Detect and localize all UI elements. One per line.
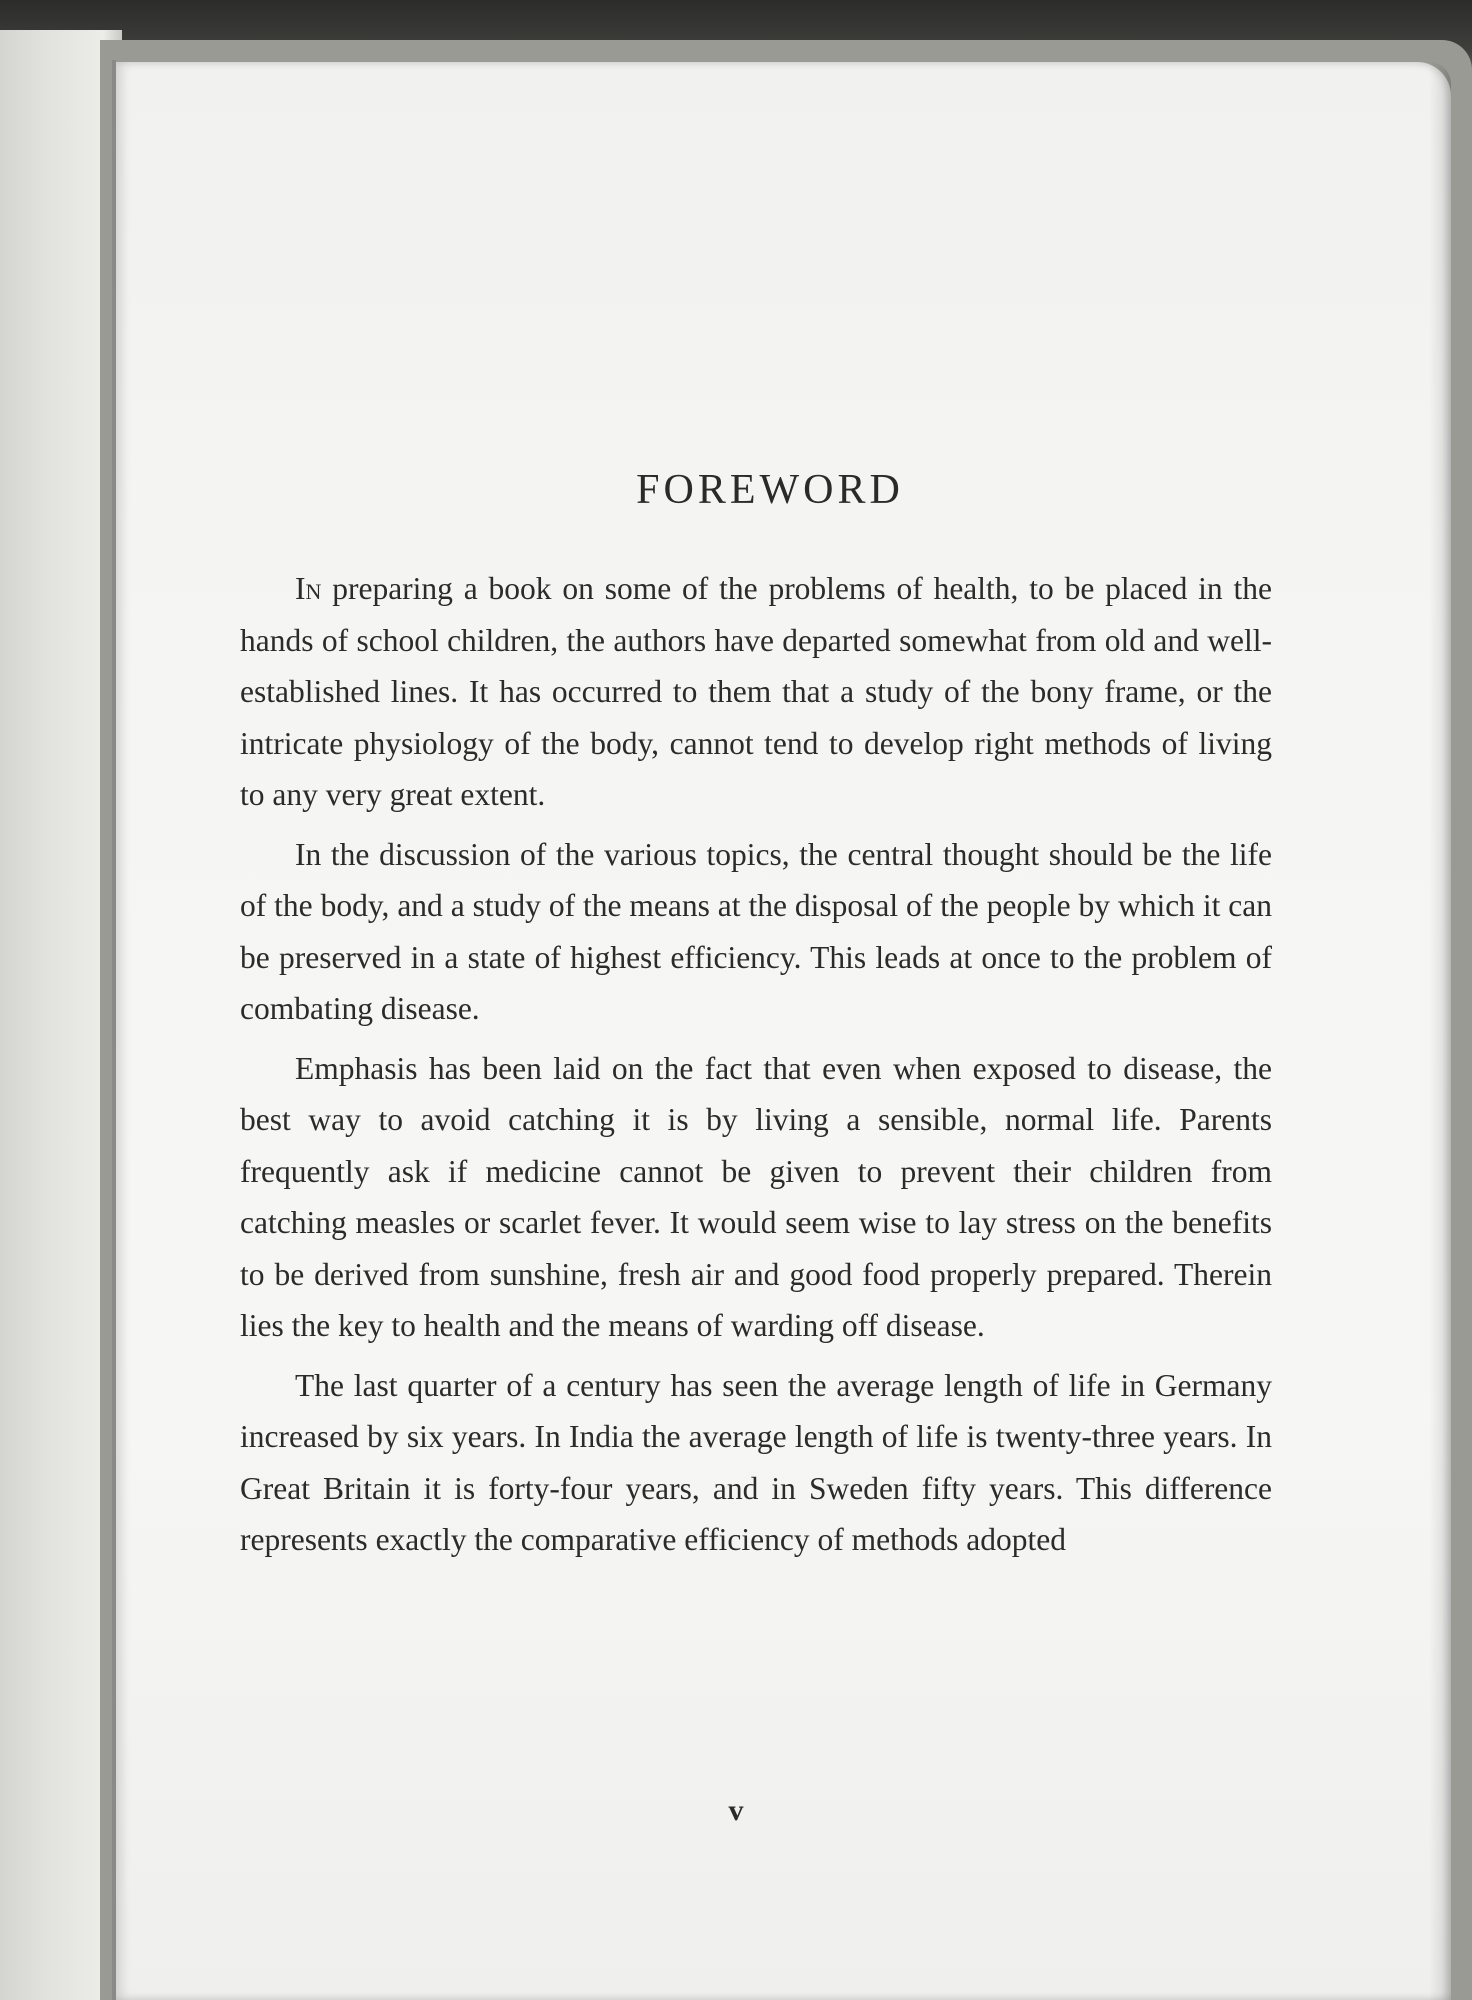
paragraph-text: The last quarter of a century has seen the average length of life in Germany increased by six years. In India the average length of life is twenty-three years. In Great Britain it is forty-four years, and in Sweden fifty years. This difference represents exactly the comparative efficiency of methods adopted — [240, 1367, 1272, 1557]
page-edge-shadow — [1429, 62, 1451, 2000]
paragraph-lead-word: In — [295, 571, 322, 606]
page-number: v — [728, 1794, 744, 1827]
paragraph-4 — [240, 1360, 1272, 1566]
paragraph-text: preparing a book on some of the problems of health, to be placed in the hands of school children, the authors have departed somewhat from old and well-established lines. It has occurred to them that a study of the bony frame, or the intricate physiology of the body, cannot tend to develop right methods of living to any very great extent. — [240, 571, 1272, 812]
paragraph-2 — [240, 829, 1272, 1035]
foreword-body — [240, 563, 1272, 1574]
book-gutter — [112, 60, 116, 2000]
paragraph-text: In the discussion of the various topics, the central thought should be the life of the body, and a study of the means at the disposal of the people by which it can be preserved in a state of highest efficiency. This leads at once to the problem of combating disease. — [240, 836, 1272, 1026]
paragraph-text: Emphasis has been laid on the fact that even when exposed to disease, the best way to avoid catching it is by living a sensible, normal life. Parents frequently ask if medicine cannot be given to prevent their children from catching measles or scarlet fever. It would seem wise to lay stress on the benefits to be derived from sunshine, fresh air and good food properly prepared. Therein lies the key to health and the means of warding off disease. — [240, 1050, 1272, 1343]
page-title: FOREWORD — [636, 467, 904, 513]
paragraph-1 — [240, 563, 1272, 821]
paragraph-3 — [240, 1043, 1272, 1352]
